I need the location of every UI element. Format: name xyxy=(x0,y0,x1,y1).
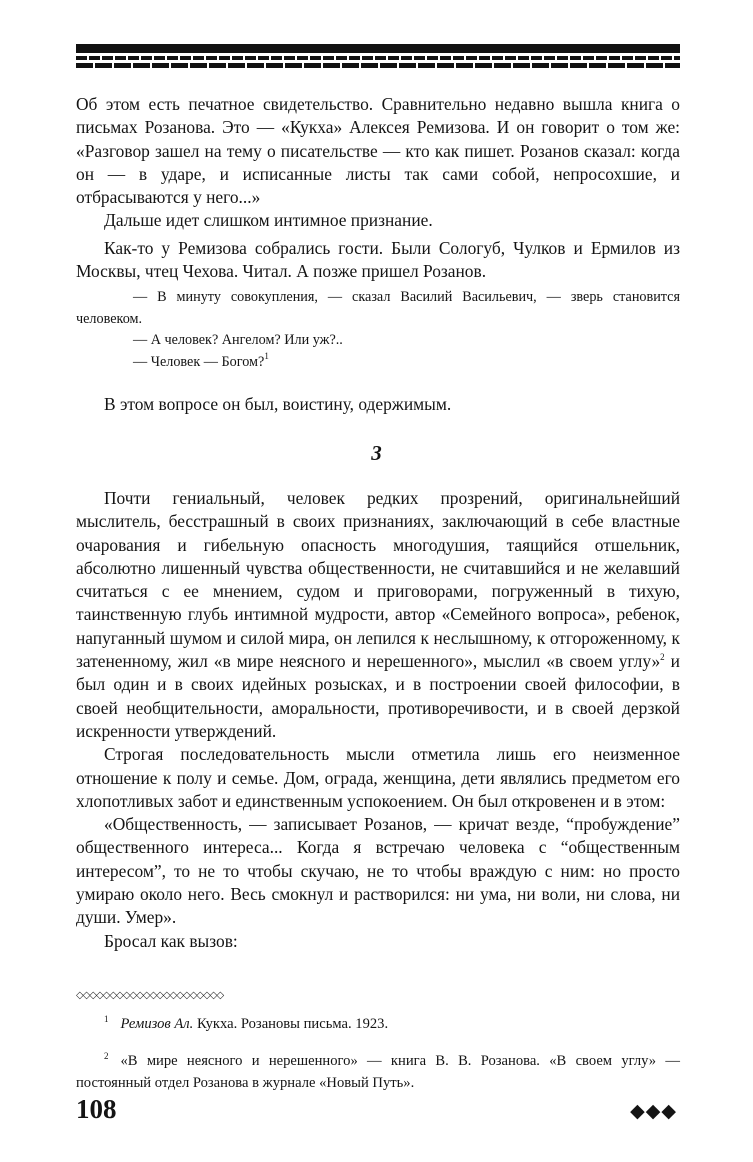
paragraph-8: Бросал как вызов: xyxy=(104,930,238,951)
paragraph-5-part-b: и был один и в своих идейных розысках, и в построении своей философии, в своей необщительности, аморальности, противоречивости, и в своей дерзкой искренности утверждений. xyxy=(76,651,680,741)
header-decorative-rule xyxy=(76,44,680,72)
footnote-ref-2[interactable]: 2 xyxy=(660,652,665,663)
paragraph-5 xyxy=(76,487,680,743)
footnotes xyxy=(76,1008,680,1104)
paragraph-3: Как-то у Ремизова собрались гости. Были Сологуб, Чулков и Ермилов из Москвы, чтец Чехова. Читал. А позже пришел Розанов. xyxy=(76,237,680,282)
diamond-ornament-icon: ◆◆◆ xyxy=(630,1100,677,1122)
paragraph-7: «Общественность, — записывает Розанов, — кричат везде, “пробуждение” общественного интереса... Когда я встречаю человека с “общественным интересом”, то не то чтобы скучаю, не то чтобы враждую с ним: но просто умираю около него. Весь смокнул и растворился: ни ума, ни воли, ни слова, ни души. Умер». xyxy=(76,814,680,928)
quote-line-2: — А человек? Ангелом? Или уж?.. xyxy=(133,332,343,348)
footnote-1-author: Ремизов Ал. xyxy=(120,1016,194,1032)
paragraph-5-part-a: Почти гениальный, человек редких прозрений, оригинальнейший мыслитель, бесстрашный в своих признаниях, заключающий в себе властные очарования и гибельную опасность многодушия, таящийся отшельник, абсолютно лишенный чувства общественности, не считавшийся и не желавший считаться с ее мнением, судом и приговорами, погруженный в тихую, таинственную глубь интимной мудрости, автор «Семейного вопроса», ребенок, напуганный шумом и силой мира, он лепился к неслышному, к отгороженному, к затененному, жил «в мире неясного и нерешенного», мыслил «в своем углу» xyxy=(76,488,680,672)
footnote-1-mark: 1 xyxy=(104,1014,109,1024)
footnote-2-text: «В мире неясного и нерешенного» — книга В. В. Розанова. «В своем углу» — постоянный отдел Розанова в журнале «Новый Путь». xyxy=(76,1053,680,1091)
paragraph-2: Дальше идет слишком интимное признание. xyxy=(104,210,433,231)
footnote-1 xyxy=(76,1008,680,1035)
footnote-1-text: Кукха. Розановы письма. 1923. xyxy=(193,1016,389,1032)
footnote-ref-1[interactable]: 1 xyxy=(264,350,269,361)
paragraph-4-block xyxy=(76,393,680,416)
dialogue-quote xyxy=(76,287,680,373)
quote-line-3-text: — Человек — Богом? xyxy=(133,353,265,370)
quote-line-1: — В минуту совокупления, — сказал Василий Васильевич, — зверь становится человеком. xyxy=(76,289,680,327)
main-body xyxy=(76,487,680,953)
section-number: 3 xyxy=(371,441,382,465)
page-number: 108 xyxy=(76,1094,117,1124)
footnote-2-mark: 2 xyxy=(104,1051,109,1061)
opening-paragraphs xyxy=(76,93,680,283)
footnote-2 xyxy=(76,1045,680,1094)
paragraph-6: Строгая последовательность мысли отметила лишь его неизменное отношение к полу и семье. Дом, ограда, женщина, дети являлись предметом его хлопотливых забот и единственным успокоением. Он был откровенен и в этом: xyxy=(76,744,680,811)
quote-line-3 xyxy=(76,352,680,374)
paragraph-1: Об этом есть печатное свидетельство. Сравнительно недавно вышла книга о письмах Розанова. Это — «Кукха» Алексея Ремизова. И он говорит о том же: «Разговор зашел на тему о писательстве — кто как пишет. Розанов сказал: когда он — в ударе, и исписанные листы так сами собой, непросохшие, и отбрасываются у него...» xyxy=(76,94,680,208)
paragraph-4: В этом вопросе он был, воистину, одержимым. xyxy=(104,394,452,414)
footnote-separator: ◇◇◇◇◇◇◇◇◇◇◇◇◇◇◇◇◇◇◇◇◇◇ xyxy=(76,990,224,1001)
